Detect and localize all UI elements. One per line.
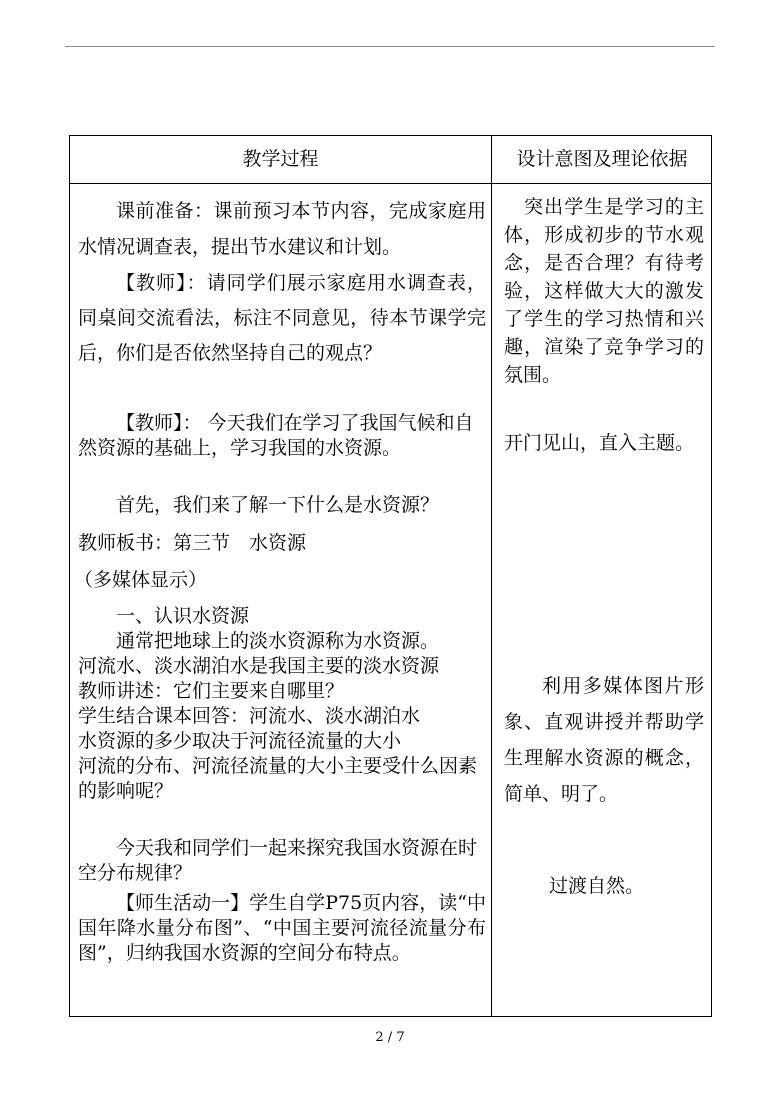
process-blackboard: 教师板书：第三节 水资源 — [78, 532, 307, 554]
process-section-one: 一、认识水资源 — [116, 605, 250, 627]
process-definition: 通常把地球上的淡水资源称为水资源。 — [116, 630, 440, 652]
header-design-intent: 设计意图及理论依据 — [516, 148, 688, 170]
process-explore: 今天我和同学们一起来探究我国水资源在时空分布规律？ — [78, 837, 478, 884]
process-teacher-question: 教师讲述：它们主要来自哪里？ — [78, 680, 345, 702]
process-teacher-intro: 【教师】： 今天我们在学习了我国气候和自然资源的基础上，学习我国的水资源。 — [78, 412, 474, 459]
lesson-plan-table — [69, 135, 712, 1017]
process-preparation: 课前准备：课前预习本节内容，完成家庭用水情况调查表，提出节水建议和计划。 — [78, 200, 486, 258]
design-multimedia: 利用多媒体图片形象、直观讲授并帮助学生理解水资源的概念，简单、明了。 — [504, 675, 704, 805]
process-runoff: 水资源的多少取决于河流径流量的大小 — [78, 730, 402, 752]
process-main-sources: 河流水、淡水湖泊水是我国主要的淡水资源 — [78, 655, 440, 677]
process-teacher-survey: 【教师】：请同学们展示家庭用水调查表，同桌间交流看法，标注不同意见，待本节课学完后，你们是否依然坚持自己的观点？ — [78, 272, 486, 364]
process-activity-one: 【师生活动一】学生自学P75页内容，读“中国年降水量分布图”、“中国主要河流径流量分布图”，归纳我国水资源的空间分布特点。 — [78, 892, 486, 964]
process-multimedia: （多媒体显示） — [74, 569, 208, 591]
header-rule — [65, 46, 715, 47]
process-factors: 河流的分布、河流径流量的大小主要受什么因素的影响呢？ — [78, 755, 478, 802]
design-direct-intro: 开门见山，直入主题。 — [504, 432, 695, 454]
design-transition: 过渡自然。 — [549, 875, 645, 897]
process-question: 首先，我们来了解一下什么是水资源？ — [116, 494, 440, 516]
process-student-answer: 学生结合课本回答：河流水、淡水湖泊水 — [78, 705, 421, 727]
design-student-subject: 突出学生是学习的主体，形成初步的节水观念，是否合理？有待考验，这样做大大的激发了学生的学习热情和兴趣，渲染了竞争学习的氛围。 — [504, 196, 704, 386]
header-divider — [70, 183, 711, 184]
column-divider — [491, 136, 492, 1016]
page-number: 2 / 7 — [375, 1030, 405, 1045]
header-teaching-process: 教学过程 — [242, 148, 319, 170]
